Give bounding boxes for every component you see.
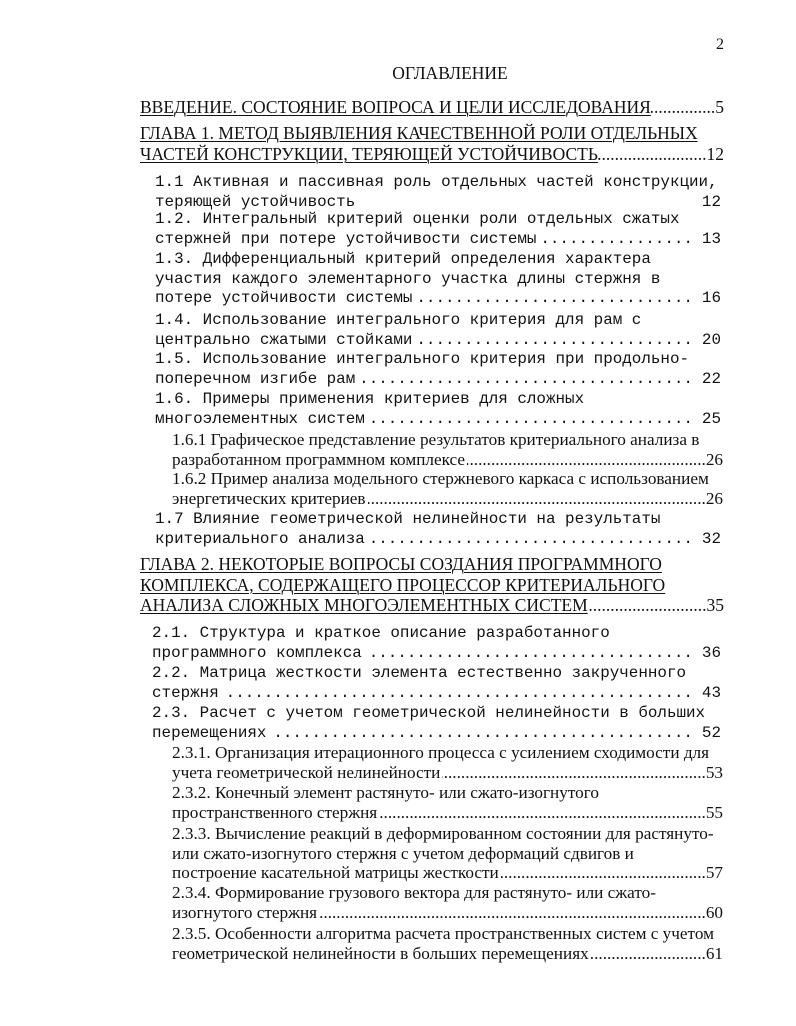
toc-entry-text-line: теряющей устойчивость bbox=[155, 192, 356, 211]
toc-entry-section-1-6 bbox=[155, 390, 721, 429]
toc-entry-text-line: изогнутого стержня bbox=[172, 902, 318, 922]
toc-entry-last-line bbox=[172, 944, 723, 964]
toc-entry-text-line: поперечном изгибе рам bbox=[155, 369, 356, 388]
toc-page-number: 57 bbox=[705, 863, 723, 883]
dot-leader bbox=[319, 903, 706, 923]
dot-leader bbox=[467, 450, 706, 470]
toc-entry-last-line bbox=[140, 144, 724, 165]
toc-entry-section-1-4 bbox=[155, 311, 721, 350]
dot-leader bbox=[367, 644, 693, 664]
toc-entry-text-line: 2.3.5. Особенности алгоритма расчета пространственных систем с учетом bbox=[172, 924, 714, 943]
toc-entry-chapter-2 bbox=[140, 554, 724, 616]
toc-page-number: 20 bbox=[701, 330, 721, 349]
dot-leader bbox=[598, 144, 707, 165]
toc-entry-section-2-1 bbox=[152, 624, 721, 663]
toc-entry-last-line bbox=[172, 489, 723, 509]
toc-entry-last-line bbox=[155, 289, 721, 309]
toc-entry-section-1-7 bbox=[155, 510, 721, 549]
toc-entry-section-1-3 bbox=[155, 250, 721, 309]
toc-entry-text-line: критериального анализа bbox=[155, 529, 365, 548]
toc-entry-text-line: разработанном программном комплексе bbox=[172, 449, 465, 469]
dot-leader bbox=[417, 331, 692, 351]
toc-entry-text-line: потере устойчивости системы bbox=[155, 289, 413, 308]
toc-entry-last-line bbox=[155, 410, 721, 430]
toc-entry-text-line: ГЛАВА 2. НЕКОТОРЫЕ ВОПРОСЫ СОЗДАНИЯ ПРОГРАММНОГО bbox=[140, 554, 662, 574]
toc-entry-text-line: геометрической нелинейности в больших перемещениях bbox=[172, 943, 589, 963]
toc-entry-text-line: 2.3.4. Формирование грузового вектора для растянуто- или сжато- bbox=[172, 883, 656, 902]
toc-entry-text-line: стержня bbox=[152, 683, 219, 702]
dot-leader bbox=[501, 863, 706, 883]
toc-entry-text-line: 2.3. Расчет с учетом геометрической нелинейности в больших bbox=[152, 704, 706, 722]
toc-entry-last-line bbox=[172, 450, 723, 470]
toc-page-number: 12 bbox=[706, 144, 724, 164]
toc-entry-text-line: ЧАСТЕЙ КОНСТРУКЦИИ, ТЕРЯЮЩЕЙ УСТОЙЧИВОСТЬ bbox=[140, 144, 598, 164]
toc-page-number: 43 bbox=[701, 683, 721, 702]
toc-entry-text-line: ВВЕДЕНИЕ. СОСТОЯНИЕ ВОПРОСА И ЦЕЛИ ИССЛЕДОВАНИЯ bbox=[140, 97, 651, 117]
toc-entry-last-line bbox=[172, 903, 723, 923]
page-title: ОГЛАВЛЕНИЕ bbox=[392, 63, 508, 83]
toc-entry-last-line bbox=[155, 370, 721, 390]
dot-leader bbox=[368, 489, 706, 509]
toc-page-number: 5 bbox=[715, 97, 724, 117]
toc-entry-text-line: ГЛАВА 1. МЕТОД ВЫЯВЛЕНИЯ КАЧЕСТВЕННОЙ РОЛИ ОТДЕЛЬНЫХ bbox=[140, 123, 698, 143]
toc-page-number: 52 bbox=[701, 723, 721, 742]
toc-page-number: 26 bbox=[705, 488, 723, 508]
dot-leader bbox=[370, 410, 693, 430]
toc-entry-section-1-5 bbox=[155, 350, 721, 389]
toc-entry-last-line bbox=[155, 331, 721, 351]
toc-entry-introduction bbox=[140, 97, 724, 118]
toc-entry-text-line: 1.3. Дифференциальный критерий определения характера bbox=[155, 250, 651, 268]
toc-page-number: 36 bbox=[701, 643, 721, 662]
toc-page-number: 16 bbox=[701, 289, 721, 308]
toc-page-number: 25 bbox=[701, 409, 721, 428]
toc-page-number: 32 bbox=[701, 529, 721, 548]
toc-entry-text-line: стержней при потере устойчивости системы bbox=[155, 229, 537, 248]
toc-entry-section-2-3-3 bbox=[172, 824, 723, 883]
toc-entry-section-2-3-1 bbox=[172, 743, 723, 782]
page-number-header: 2 bbox=[716, 36, 724, 53]
toc-entry-last-line bbox=[152, 644, 721, 664]
toc-page-number: 53 bbox=[705, 762, 723, 782]
toc-entry-text-line: 1.2. Интегральный критерий оценки роли отдельных сжатых bbox=[155, 210, 680, 228]
dot-leader bbox=[651, 97, 715, 118]
toc-entry-section-1-2 bbox=[155, 210, 721, 249]
toc-entry-last-line bbox=[172, 763, 723, 783]
toc-entry-text-line: АНАЛИЗА СЛОЖНЫХ МНОГОЭЛЕМЕНТНЫХ СИСТЕМ bbox=[140, 595, 588, 615]
toc-entry-text-line: 2.3.1. Организация итерационного процесса с усилением сходимости для bbox=[172, 743, 710, 762]
toc-entry-text-line: 1.6.1 Графическое представление результатов критериального анализа в bbox=[172, 430, 700, 449]
toc-entry-text-line: многоэлементных систем bbox=[155, 409, 365, 428]
toc-entry-last-line bbox=[172, 803, 723, 823]
toc-entry-text-line: энергетических критериев bbox=[172, 488, 366, 508]
toc-entry-last-line bbox=[155, 530, 721, 550]
toc-entry-text-line: 1.6.2 Пример анализа модельного стержневого каркаса с использованием bbox=[172, 469, 709, 488]
toc-entry-section-2-3-5 bbox=[172, 924, 723, 963]
dot-leader bbox=[271, 724, 692, 744]
toc-entry-text-line: учета геометрической нелинейности bbox=[172, 762, 441, 782]
toc-entry-last-line bbox=[140, 97, 724, 118]
toc-entry-text-line: 2.1. Структура и краткое описание разработанного bbox=[152, 624, 610, 642]
toc-entry-text-line: 1.4. Использование интегрального критерия для рам с bbox=[155, 311, 642, 329]
dot-leader bbox=[370, 530, 693, 550]
toc-entry-text-line: КОМПЛЕКСА, СОДЕРЖАЩЕГО ПРОЦЕССОР КРИТЕРИАЛЬНОГО bbox=[140, 574, 666, 595]
toc-entry-section-2-3-4 bbox=[172, 883, 723, 922]
dot-leader bbox=[591, 944, 706, 964]
toc-entry-text-line: 2.3.2. Конечный элемент растянуто- или сжато-изогнутого bbox=[172, 783, 599, 802]
dot-leader bbox=[417, 289, 692, 309]
dot-leader bbox=[360, 370, 693, 390]
toc-entry-text-line: 1.7 Влияние геометрической нелинейности на результаты bbox=[155, 510, 661, 528]
toc-entry-text-line: пространственного стержня bbox=[172, 802, 378, 822]
toc-entry-last-line bbox=[152, 684, 721, 704]
toc-page-number: 55 bbox=[705, 802, 723, 822]
toc-page-number: 60 bbox=[705, 902, 723, 922]
toc-entry-last-line bbox=[140, 595, 724, 616]
toc-entry-text-line: 1.6. Примеры применения критериев для сложных bbox=[155, 390, 585, 408]
toc-entry-text-line: центрально сжатыми стойками bbox=[155, 330, 413, 349]
toc-entry-text-line: 1.5. Использование интегрального критерия при продольно- bbox=[155, 350, 690, 368]
toc-page-number: 22 bbox=[701, 369, 721, 388]
toc-entry-text-line: 2.2. Матрица жесткости элемента естественно закрученного bbox=[152, 664, 687, 682]
toc-entry-section-2-3 bbox=[152, 704, 721, 743]
toc-entry-section-2-3-2 bbox=[172, 783, 723, 822]
dot-leader bbox=[224, 684, 693, 704]
toc-page-number: 35 bbox=[706, 595, 724, 615]
dot-leader bbox=[541, 230, 692, 250]
toc-entry-last-line bbox=[155, 230, 721, 250]
dot-leader bbox=[588, 595, 707, 616]
toc-entry-text-line: участия каждого элементарного участка длины стержня в bbox=[155, 269, 661, 288]
toc-page-number: 13 bbox=[701, 229, 721, 248]
toc-entry-section-1-6-1 bbox=[172, 430, 723, 469]
toc-entry-text-line: программного комплекса bbox=[152, 643, 362, 662]
toc-page-number: 61 bbox=[705, 943, 723, 963]
toc-entry-text-line: построение касательной матрицы жесткости bbox=[172, 863, 499, 883]
toc-page-number: 12 bbox=[701, 192, 721, 211]
toc-page-number: 26 bbox=[705, 449, 723, 469]
dot-leader bbox=[379, 803, 706, 823]
toc-entry-text-line: 2.3.3. Вычисление реакций в деформированном состоянии для растянуто- bbox=[172, 824, 714, 843]
toc-entry-text-line: перемещениях bbox=[152, 723, 267, 742]
toc-entry-last-line bbox=[172, 863, 723, 883]
toc-entry-section-1-6-2 bbox=[172, 469, 723, 508]
toc-entry-text-line: 1.1 Активная и пассивная роль отдельных частей конструкции, bbox=[155, 173, 718, 191]
toc-entry-chapter-1 bbox=[140, 123, 724, 165]
dot-leader bbox=[442, 763, 705, 783]
toc-entry-text-line: или сжато-изогнутого стержня с учетом деформаций сдвигов и bbox=[172, 843, 634, 863]
toc-entry-last-line bbox=[152, 724, 721, 744]
toc-entry-section-2-2 bbox=[152, 664, 721, 703]
toc-entry-section-1-1 bbox=[155, 173, 721, 212]
